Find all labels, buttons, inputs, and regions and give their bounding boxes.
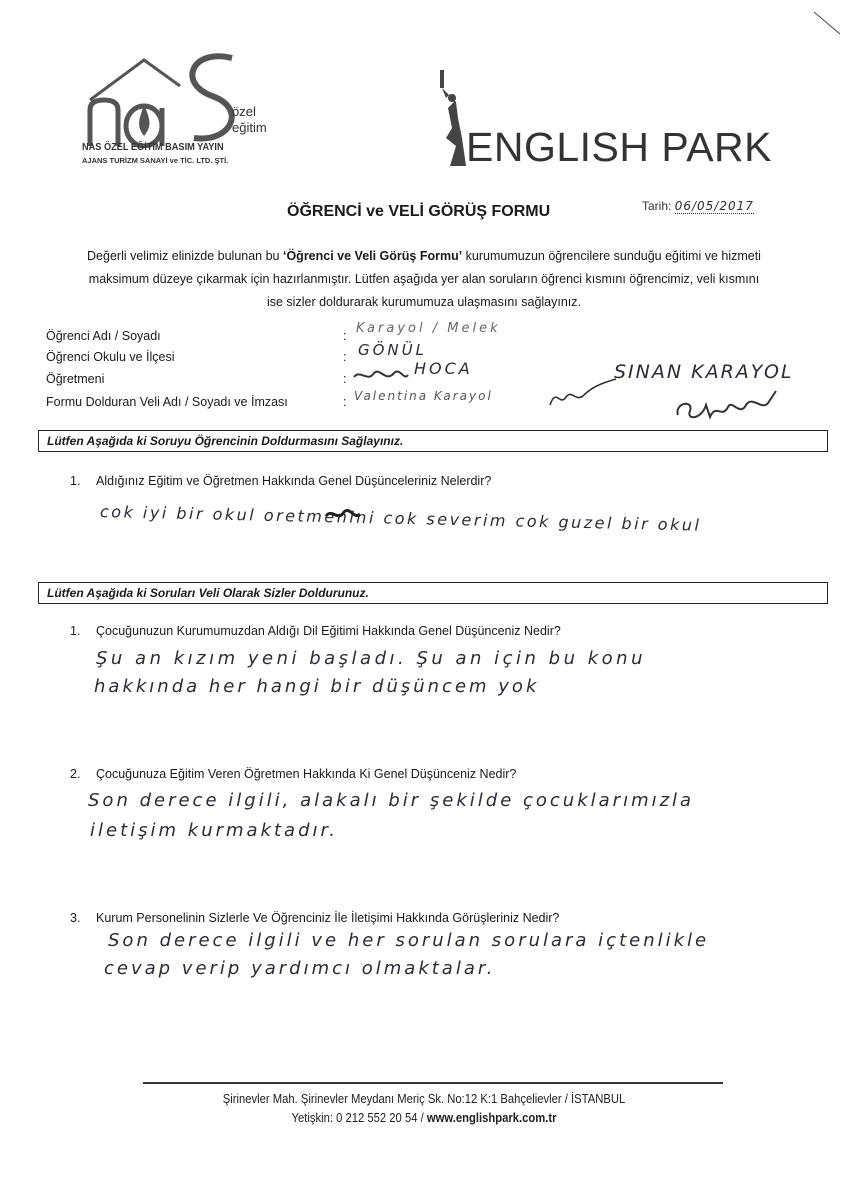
- crossed-out-word: [324, 506, 362, 524]
- parent-question-1: [70, 624, 561, 638]
- parent-question-3: [70, 911, 559, 925]
- intro-line-2: maksimum düzeye çıkarmak için hazırlanmıştır. Lütfen aşağıda yer alan soruların öğrenci kısmını öğrencimiz, veli kısmını: [88, 272, 760, 286]
- student-section-heading: Lütfen Aşağıda ki Soruyu Öğrencinin Doldurmasını Sağlayınız.: [38, 430, 828, 452]
- intro-paragraph: [0, 245, 848, 314]
- intro-line-3: ise sizler doldurarak kurumumuza ulaşmasını sağlayınız.: [266, 295, 582, 309]
- footer-separator: /: [420, 1111, 424, 1125]
- student-school-colon: :: [343, 350, 347, 364]
- question-number: 1.: [70, 624, 81, 638]
- parent-signature-2: [672, 385, 782, 425]
- parent-answer-3-line-1: Son derece ilgili ve her sorulan sorulara içtenlikle: [108, 930, 710, 951]
- student-school-value: GÖNÜL: [358, 341, 427, 359]
- student-question-1: [70, 474, 491, 488]
- parent-question-2: [70, 767, 516, 781]
- parent-name-extra: SINAN KARAYOL: [614, 361, 794, 383]
- parent-section-heading: Lütfen Aşağıda ki Soruları Veli Olarak Sizler Doldurunuz.: [38, 582, 828, 604]
- teacher-value: HOCA: [414, 359, 473, 378]
- footer: [0, 1090, 848, 1128]
- date-field: [642, 199, 754, 213]
- student-school-label: Öğrenci Okulu ve İlçesi: [46, 350, 175, 364]
- intro-form-name: ‘Öğrenci ve Veli Görüş Formu’: [282, 249, 463, 263]
- date-label: Tarih:: [642, 199, 672, 213]
- question-number: 3.: [70, 911, 81, 925]
- student-name-colon: :: [343, 329, 347, 343]
- question-text: Çocuğunuza Eğitim Veren Öğretmen Hakkında Ki Genel Düşünceniz Nedir?: [96, 767, 517, 781]
- question-number: 1.: [70, 474, 81, 488]
- question-text: Kurum Personelinin Sizlerle Ve Öğrenciniz İle İletişimi Hakkında Görüşleriniz Nedir?: [96, 911, 560, 925]
- student-name-value: Karayol / Melek: [356, 321, 501, 336]
- nas-logo: [82, 38, 282, 168]
- english-park-logo: [436, 68, 776, 168]
- footer-contact: [42, 1109, 805, 1128]
- english-park-wordmark: ENGLISH PARK: [466, 124, 772, 170]
- footer-address: Şirinevler Mah. Şirinevler Meydanı Meriç Sk. No:12 K:1 Bahçelievler / İSTANBUL: [222, 1092, 626, 1106]
- question-number: 2.: [70, 767, 81, 781]
- parent-answer-3-line-2: cevap verip yardımcı olmaktalar.: [104, 958, 496, 979]
- teacher-colon: :: [343, 372, 347, 386]
- scan-mark: [810, 8, 844, 38]
- question-text: Çocuğunuzun Kurumumuzdan Aldığı Dil Eğitimi Hakkında Genel Düşünceniz Nedir?: [96, 624, 561, 638]
- nas-company-line1: NAS ÖZEL EĞİTİM BASIM YAYIN: [82, 142, 224, 153]
- parent-answer-1-line-1: Şu an kızım yeni başladı. Şu an için bu konu: [96, 648, 646, 669]
- intro-line-1: Değerli velimiz elinizde bulunan bu ‘Öğrenci ve Veli Görüş Formu’ kurumumuzun öğrencilere sunduğu eğitimi ve hizmeti: [87, 249, 761, 263]
- footer-divider: [143, 1082, 723, 1084]
- footer-phone: Yetişkin: 0 212 552 20 54: [291, 1111, 418, 1125]
- teacher-label: Öğretmeni: [46, 372, 105, 386]
- parent-name-value: Valentina Karayol: [354, 389, 493, 403]
- parent-answer-2-line-1: Son derece ilgili, alakalı bir şekilde çocuklarımızla: [88, 790, 695, 811]
- nas-logo-tag-ozel: özel: [232, 104, 256, 119]
- nas-company-line2: AJANS TURİZM SANAYİ ve TİC. LTD. ŞTİ.: [82, 156, 229, 165]
- date-value: 06/05/2017: [674, 199, 754, 213]
- nas-logo-tag-egitim: eğitim: [232, 120, 267, 135]
- parent-answer-1-line-2: hakkında her hangi bir düşüncem yok: [94, 676, 540, 697]
- question-text: Aldığınız Eğitim ve Öğretmen Hakkında Genel Düşünceleriniz Nelerdir?: [96, 474, 492, 488]
- student-answer-1: cok iyi bir okul oretmenini cok severim cok guzel bir okul: [99, 502, 702, 535]
- parent-signature: [546, 377, 618, 411]
- student-name-label: Öğrenci Adı / Soyadı: [46, 329, 161, 343]
- parent-answer-2-line-2: iletişim kurmaktadır.: [90, 820, 338, 841]
- scribble-mark: [350, 367, 410, 385]
- parent-name-label: Formu Dolduran Veli Adı / Soyadı ve İmzası: [46, 395, 288, 409]
- footer-website-link[interactable]: www.englishpark.com.tr: [426, 1111, 557, 1125]
- parent-name-colon: :: [343, 395, 347, 409]
- form-title: ÖĞRENCİ ve VELİ GÖRÜŞ FORMU: [287, 203, 551, 220]
